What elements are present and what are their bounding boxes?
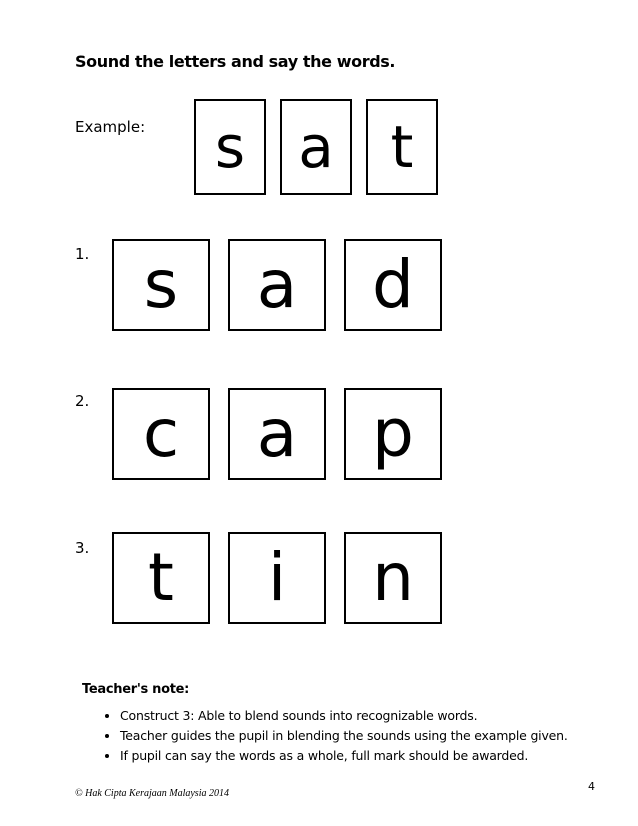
teachers-note-item: • Teacher guides the pupil in blending the sounds using the example given. bbox=[120, 726, 590, 746]
worksheet-title: Sound the letters and say the words. bbox=[75, 52, 396, 71]
item-2-letter-box-2: a bbox=[228, 388, 326, 480]
item-1-label: 1. bbox=[75, 245, 90, 263]
item-1-letter-box-1: s bbox=[112, 239, 210, 331]
item-1-letter-box-3: d bbox=[344, 239, 442, 331]
example-letter-box-1: s bbox=[194, 99, 266, 195]
item-2-letter-box-3: p bbox=[344, 388, 442, 480]
teachers-note-list bbox=[100, 706, 590, 766]
item-3-letter-box-2: i bbox=[228, 532, 326, 624]
page-number: 4 bbox=[588, 780, 595, 793]
teachers-note-item: • If pupil can say the words as a whole, full mark should be awarded. bbox=[120, 746, 590, 766]
item-3-letter-box-3: n bbox=[344, 532, 442, 624]
copyright-footer: © Hak Cipta Kerajaan Malaysia 2014 bbox=[75, 788, 229, 799]
example-letter-box-2: a bbox=[280, 99, 352, 195]
example-letter-box-3: t bbox=[366, 99, 438, 195]
teachers-note-item: • Construct 3: Able to blend sounds into recognizable words. bbox=[120, 706, 590, 726]
item-1-letter-box-2: a bbox=[228, 239, 326, 331]
item-3-label: 3. bbox=[75, 539, 90, 557]
item-2-letter-box-1: c bbox=[112, 388, 210, 480]
item-3-letter-box-1: t bbox=[112, 532, 210, 624]
teachers-note-title: Teacher's note: bbox=[82, 682, 190, 697]
item-2-label: 2. bbox=[75, 392, 90, 410]
example-label: Example: bbox=[75, 118, 146, 136]
